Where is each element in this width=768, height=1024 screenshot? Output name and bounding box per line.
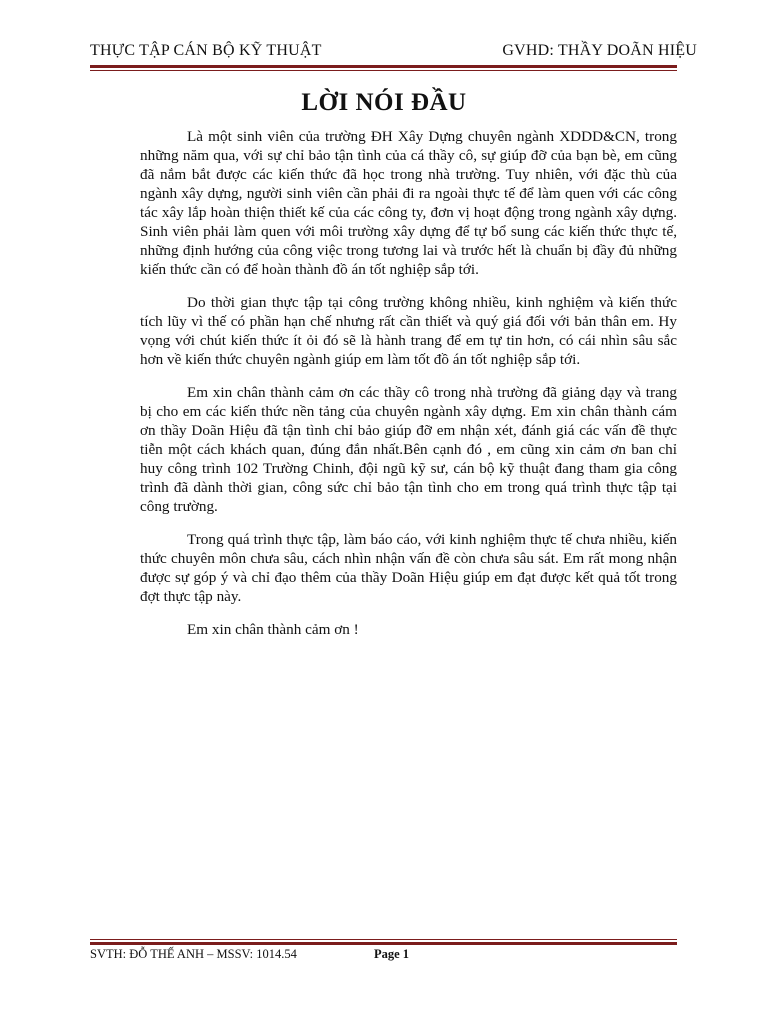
paragraph-1: Là một sinh viên của trường ĐH Xây Dựng chuyên ngành XDDD&CN, trong những năm qua, với sự chỉ bảo tận tình của cá thầy cô, sự giúp đỡ của bạn bè, em cũng đã nắm bắt được các kiến thức đã học trong nhà trường. Tuy nhiên, với đặc thù của ngành xây dựng, người sinh viên cần phải đi ra ngoài thực tế để làm quen với các công tác xây lắp hoàn thiện thiết kế của các công ty, đơn vị hoạt động trong ngành xây dựng. Sinh viên phải làm quen với môi trường xây dựng để tự bổ sung các kiến thức thực tế, những định hướng của công việc trong tương lai và trước hết là chuẩn bị đầy đủ những kiến thức cần có để hoàn thành đồ án tốt nghiệp sắp tới.: [140, 128, 677, 278]
paragraph-4: Trong quá trình thực tập, làm báo cáo, với kinh nghiệm thực tế chưa nhiều, kiến thức chuyên môn chưa sâu, cách nhìn nhận vấn đề còn chưa sâu sát. Em rất mong nhận được sự góp ý và chỉ đạo thêm của thầy Doãn Hiệu giúp em đạt được kết quả tốt trong đợt thực tập này.: [140, 531, 677, 605]
paragraph-2: Do thời gian thực tập tại công trường không nhiều, kinh nghiệm và kiến thức tích lũy vì thế có phần hạn chế nhưng rất cần thiết và quý giá đối với bản thân em. Hy vọng với chút kiến thức ít ỏi đó sẽ là hành trang để em tự tin hơn, có cái nhìn sâu sắc hơn về kiến thức chuyên ngành giúp em làm tốt đồ án tốt nghiệp sắp tới.: [140, 294, 677, 368]
header-rule-thin: [90, 70, 677, 71]
page-header: [90, 42, 697, 64]
header-supervisor: GVHD: THẦY DOÃN HIỆU: [502, 42, 697, 59]
paragraph-3: Em xin chân thành cảm ơn các thầy cô trong nhà trường đã giảng dạy và trang bị cho em các kiến thức nền tảng của chuyên ngành xây dựng. Em xin chân thành cám ơn thầy Doãn Hiệu đã tận tình chỉ bảo giúp đỡ em nhận xét, đánh giá các vấn đề thực tiễn một cách khách quan, đúng đắn nhất.Bên cạnh đó , em cũng xin cảm ơn ban chỉ huy công trình 102 Trường Chinh, đội ngũ kỹ sư, cán bộ kỹ thuật đang tham gia công trình đã dành thời gian, công sức chỉ bảo tận tình cho em trong quá trình thực tập tại công trường.: [140, 384, 677, 515]
page-title: LỜI NÓI ĐẦU: [301, 89, 467, 116]
footer-student-info: SVTH: ĐỖ THẾ ANH – MSSV: 1014.54: [90, 947, 297, 961]
header-rule-thick: [90, 65, 677, 68]
document-body: [140, 127, 677, 653]
footer-rule-thin: [90, 939, 677, 940]
paragraph-5: Em xin chân thành cảm ơn !: [187, 621, 359, 638]
page-footer: [90, 947, 677, 967]
header-course-title: THỰC TẬP CÁN BỘ KỸ THUẬT: [90, 42, 322, 59]
footer-page-number: Page 1: [374, 947, 410, 961]
footer-rule-thick: [90, 942, 677, 945]
